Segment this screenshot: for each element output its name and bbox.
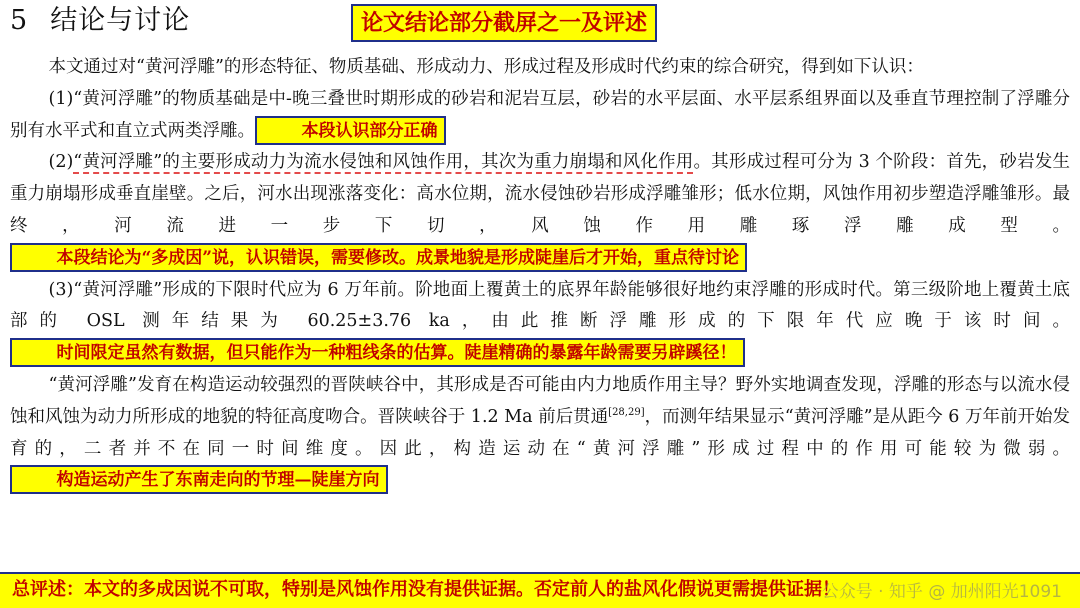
paragraph-2 (10, 147, 1070, 274)
paragraph-4-comment: 构造运动产生了东南走向的节理—陡崖方向 (10, 465, 388, 494)
paragraph-2-dashed-underline: “黄河浮雕”的主要形成动力为流水侵蚀和风蚀作用，其次为重力崩塌和风化作用 (73, 152, 694, 173)
document-body (10, 52, 1070, 497)
paragraph-1 (10, 84, 1070, 148)
paragraph-3-comment: 时间限定虽然有数据，但只能作为一种粗线条的估算。陡崖精确的暴露年龄需要另辟蹊径！ (10, 338, 745, 367)
paragraph-2-comment: 本段结论为“多成因”说，认识错误，需要修改。成景地貌是形成陡崖后才开始，重点待讨论 (10, 243, 747, 272)
title-callout: 论文结论部分截屏之一及评述 (351, 4, 657, 42)
section-number: 5 (10, 5, 29, 36)
paragraph-4-text-b: ，而测年结果显示“黄河浮雕”是从距今 6 万年前开始发育的，二者并不在同一时间维度。因此，构造运动在“黄河浮雕”形成过程中的作用可能较为微弱。 (10, 406, 1070, 459)
paragraph-3-text: (3)“黄河浮雕”形成的下限时代应为 6 万年前。阶地面上覆黄土的底界年龄能够很好地约束浮雕的形成时代。第三级阶地上覆黄土底部的 OSL 测年结果为 60.25±3.76 ka，由此推断浮雕形成的下限年代应晚于该时间。 (10, 279, 1070, 332)
citation-ref: [28,29] (608, 406, 645, 418)
paragraph-4-text-a: “黄河浮雕”发育在构造运动较强烈的晋陕峡谷中，其形成是否可能由内力地质作用主导？野外实地调查发现，浮雕的形态与以流水侵蚀和风蚀为动力所形成的地貌的特征高度吻合。晋陕峡谷于 1.2 Ma 前后贯通 (10, 374, 1070, 427)
paragraph-4 (10, 370, 1070, 497)
section-title: 结论与讨论 (50, 5, 191, 36)
paragraph-2-lead: (2) (48, 152, 74, 173)
intro-paragraph: 本文通过对“黄河浮雕”的形态特征、物质基础、形成动力、形成过程及形成时代约束的综合研究，得到如下认识： (48, 57, 924, 77)
section-heading (10, 2, 190, 40)
paragraph-1-text: (1)“黄河浮雕”的物质基础是中-晚三叠世时期形成的砂岩和泥岩互层，砂岩的水平层面、水平层系组界面以及垂直节理控制了浮雕分别有水平式和直立式两类浮雕。 (10, 88, 1070, 141)
watermark: 公众号 · 知乎 @ 加州阳光1091 (821, 582, 1062, 602)
summary-banner: 总评述：本文的多成因说不可取，特别是风蚀作用没有提供证据。否定前人的盐风化假说更需提供证据！ (0, 572, 1080, 608)
paragraph-2-text: 。其形成过程可分为 3 个阶段：首先，砂岩发生重力崩塌形成垂直崖壁。之后，河水出现涨落变化：高水位期，流水侵蚀砂岩形成浮雕雏形；低水位期，风蚀作用初步塑造浮雕雏形。最终，河流进一步下切，风蚀作用雕琢浮雕成型。 (10, 152, 1070, 236)
paragraph-1-comment: 本段认识部分正确 (255, 116, 446, 145)
paragraph-3 (10, 275, 1070, 370)
